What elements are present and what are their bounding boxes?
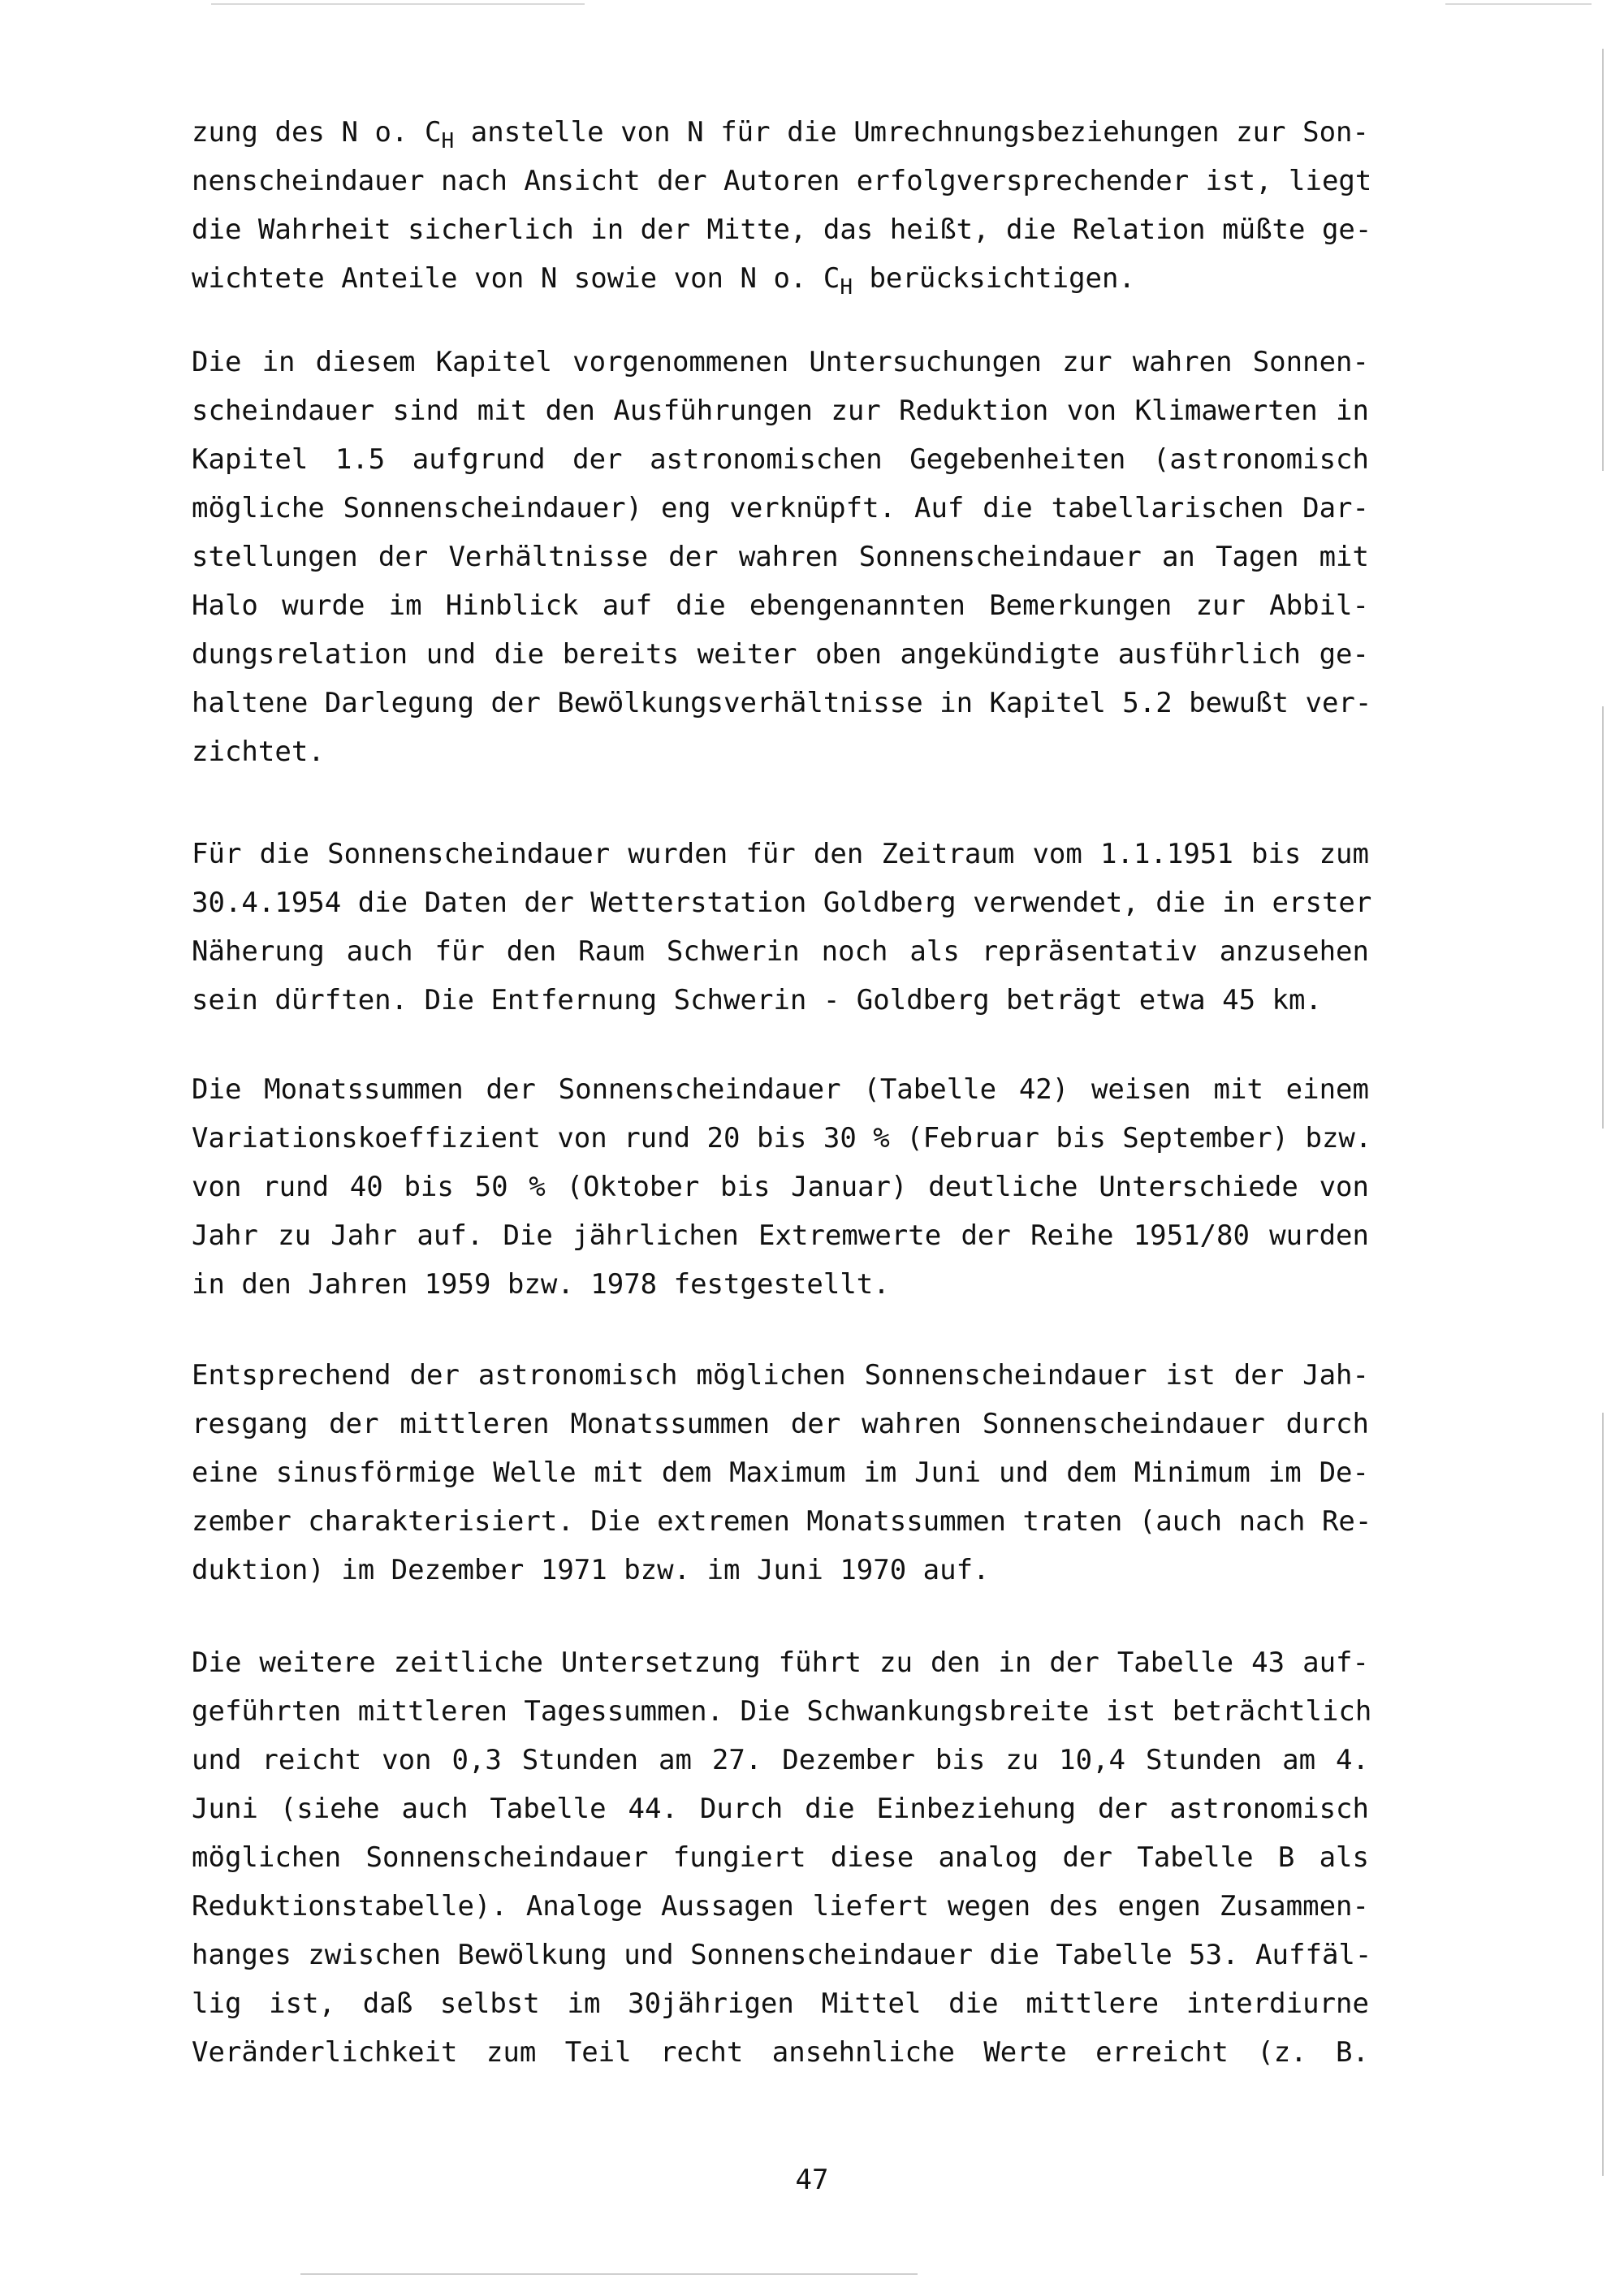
text-line: mögliche Sonnenscheindauer) eng verknüpft. Auf die tabellarischen Dar-	[192, 492, 1369, 524]
page-number: 47	[795, 2164, 829, 2196]
text-line: von rund 40 bis 50 % (Oktober bis Januar) deutliche Unterschiede von	[192, 1171, 1369, 1203]
text-line: Näherung auch für den Raum Schwerin noch als repräsentativ anzusehen	[192, 935, 1369, 968]
text-line: scheindauer sind mit den Ausführungen zur Reduktion von Klimawerten in	[192, 395, 1369, 427]
text-line: duktion) im Dezember 1971 bzw. im Juni 1970 auf.	[192, 1554, 990, 1586]
text-line: Juni (siehe auch Tabelle 44. Durch die Einbeziehung der astronomisch	[192, 1793, 1369, 1825]
text-line: Halo wurde im Hinblick auf die ebengenannten Bemerkungen zur Abbil-	[192, 589, 1369, 622]
text-line: nenscheindauer nach Ansicht der Autoren erfolgversprechender ist, liegt	[192, 165, 1372, 197]
paragraph-4	[192, 1065, 1372, 1309]
scan-edge-top-right	[1445, 3, 1592, 5]
text-line: sein dürften. Die Entfernung Schwerin - Goldberg beträgt etwa 45 km.	[192, 984, 1322, 1016]
text-line: Die weitere zeitliche Untersetzung führt zu den in der Tabelle 43 auf-	[192, 1646, 1369, 1679]
text-line: Jahr zu Jahr auf. Die jährlichen Extremwerte der Reihe 1951/80 wurden	[192, 1219, 1369, 1252]
text-line: hanges zwischen Bewölkung und Sonnenscheindauer die Tabelle 53. Auffäl-	[192, 1939, 1372, 1971]
text-line: geführten mittleren Tagessummen. Die Schwankungsbreite ist beträchtlich	[192, 1695, 1372, 1728]
scan-margin-mark-middle	[1602, 706, 1604, 1129]
scan-edge-top-left	[211, 3, 585, 5]
subscript-h: H	[840, 275, 853, 300]
text-line: die Wahrheit sicherlich in der Mitte, das heißt, die Relation müßte ge-	[192, 214, 1372, 246]
scan-edge-bottom	[300, 2273, 918, 2275]
text-line: 30.4.1954 die Daten der Wetterstation Goldberg verwendet, die in erster	[192, 887, 1372, 919]
text-line: resgang der mittleren Monatssummen der wahren Sonnenscheindauer durch	[192, 1408, 1369, 1440]
text-line: lig ist, daß selbst im 30jährigen Mittel die mittlere interdiurne	[192, 1987, 1369, 2020]
paragraph-5	[192, 1351, 1372, 1595]
text-line: und reicht von 0,3 Stunden am 27. Dezember bis zu 10,4 Stunden am 4.	[192, 1744, 1369, 1776]
subscript-h: H	[441, 129, 455, 153]
text-line: zung des N o. $C_H$ anstelle von N für die Umrechnungsbeziehungen zur Son-	[192, 116, 1369, 153]
paragraph-2	[192, 338, 1372, 776]
scan-margin-mark-lower	[1602, 1413, 1604, 2176]
text-line: Die Monatssummen der Sonnenscheindauer (Tabelle 42) weisen mit einem	[192, 1073, 1369, 1106]
text-line: stellungen der Verhältnisse der wahren Sonnenscheindauer an Tagen mit	[192, 541, 1369, 573]
text-line: zember charakterisiert. Die extremen Monatssummen traten (auch nach Re-	[192, 1505, 1372, 1538]
text-line: Reduktionstabelle). Analoge Aussagen liefert wegen des engen Zusammen-	[192, 1890, 1369, 1923]
text-line: wichtete Anteile von N sowie von N o. $C_H$ berücksichtigen.	[192, 262, 1135, 300]
text-line: eine sinusförmige Welle mit dem Maximum im Juni und dem Minimum im De-	[192, 1457, 1369, 1489]
text-line: Für die Sonnenscheindauer wurden für den Zeitraum vom 1.1.1951 bis zum	[192, 838, 1369, 870]
text-line: Die in diesem Kapitel vorgenommenen Untersuchungen zur wahren Sonnen-	[192, 346, 1369, 378]
text-line: haltene Darlegung der Bewölkungsverhältnisse in Kapitel 5.2 bewußt ver-	[192, 687, 1372, 719]
text-line: möglichen Sonnenscheindauer fungiert diese analog der Tabelle B als	[192, 1841, 1369, 1874]
text-line: Kapitel 1.5 aufgrund der astronomischen Gegebenheiten (astronomisch	[192, 443, 1369, 476]
text-line: dungsrelation und die bereits weiter oben angekündigte ausführlich ge-	[192, 638, 1369, 671]
scan-margin-mark-upper	[1602, 49, 1604, 471]
paragraph-6	[192, 1638, 1372, 2077]
paragraph-3	[192, 830, 1372, 1025]
paragraph-1	[192, 108, 1372, 303]
text-line: zichtet.	[192, 736, 325, 768]
text-line: Variationskoeffizient von rund 20 bis 30 % (Februar bis September) bzw.	[192, 1122, 1372, 1154]
text-line: Entsprechend der astronomisch möglichen Sonnenscheindauer ist der Jah-	[192, 1359, 1369, 1392]
text-line: in den Jahren 1959 bzw. 1978 festgestellt.	[192, 1268, 890, 1301]
text-line: Veränderlichkeit zum Teil recht ansehnliche Werte erreicht (z. B.	[192, 2036, 1369, 2069]
